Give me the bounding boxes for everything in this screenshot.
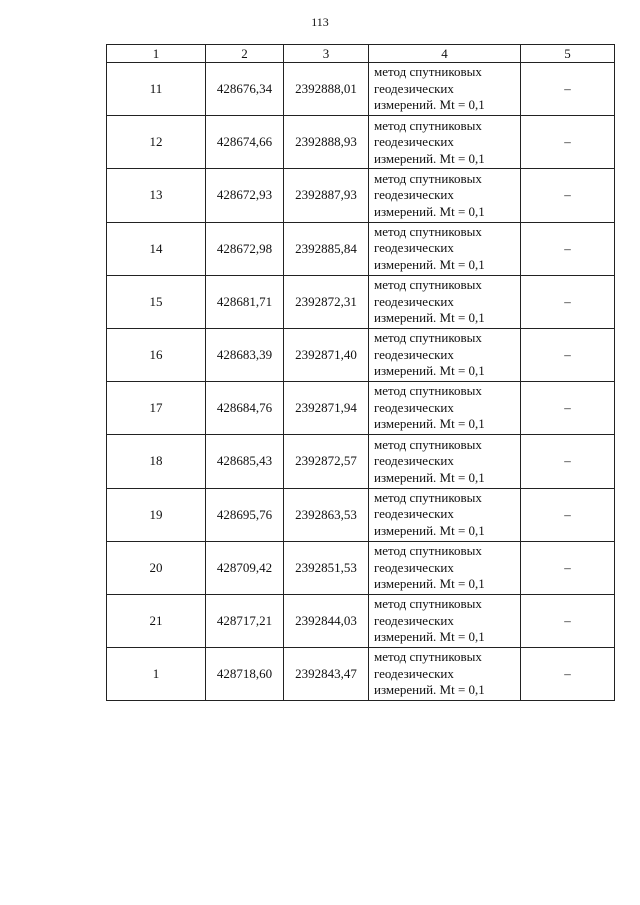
y-coordinate-cell: 2392844,03	[284, 594, 369, 647]
column-header-2: 2	[206, 45, 284, 63]
method-cell	[369, 594, 521, 647]
table-row	[107, 541, 615, 594]
table-row	[107, 328, 615, 381]
x-coordinate-cell: 428683,39	[206, 328, 284, 381]
method-line: геодезических	[374, 559, 454, 575]
method-line: измерений. Mt = 0,1	[374, 310, 485, 326]
x-coordinate-cell: 428681,71	[206, 275, 284, 328]
method-line: геодезических	[374, 665, 454, 681]
method-cell	[369, 275, 521, 328]
method-line: геодезических	[374, 80, 454, 96]
column-header-4: 4	[369, 45, 521, 63]
method-line: геодезических	[374, 399, 454, 415]
note-cell: –	[521, 222, 615, 275]
y-coordinate-cell: 2392863,53	[284, 488, 369, 541]
method-line: метод спутниковых	[374, 383, 482, 399]
note-cell: –	[521, 435, 615, 488]
y-coordinate-cell: 2392888,93	[284, 116, 369, 169]
method-line: метод спутниковых	[374, 649, 482, 665]
y-coordinate-cell: 2392885,84	[284, 222, 369, 275]
x-coordinate-cell: 428717,21	[206, 594, 284, 647]
method-line: измерений. Mt = 0,1	[374, 522, 485, 538]
method-line: метод спутниковых	[374, 223, 482, 239]
column-header-3: 3	[284, 45, 369, 63]
table-row	[107, 382, 615, 435]
x-coordinate-cell: 428709,42	[206, 541, 284, 594]
method-line: метод спутниковых	[374, 489, 482, 505]
method-line: геодезических	[374, 506, 454, 522]
method-line: метод спутниковых	[374, 436, 482, 452]
x-coordinate-cell: 428718,60	[206, 648, 284, 701]
point-number-cell: 16	[107, 328, 206, 381]
table-row	[107, 275, 615, 328]
table-row	[107, 648, 615, 701]
method-line: измерений. Mt = 0,1	[374, 629, 485, 645]
x-coordinate-cell: 428676,34	[206, 63, 284, 116]
point-number-cell: 20	[107, 541, 206, 594]
method-line: метод спутниковых	[374, 330, 482, 346]
coordinates-table	[106, 44, 615, 701]
table-row	[107, 435, 615, 488]
y-coordinate-cell: 2392843,47	[284, 648, 369, 701]
table-row	[107, 63, 615, 116]
y-coordinate-cell: 2392887,93	[284, 169, 369, 222]
method-line: измерений. Mt = 0,1	[374, 416, 485, 432]
point-number-cell: 1	[107, 648, 206, 701]
method-line: измерений. Mt = 0,1	[374, 469, 485, 485]
page-number: 113	[311, 15, 329, 29]
note-cell: –	[521, 169, 615, 222]
method-line: измерений. Mt = 0,1	[374, 682, 485, 698]
note-cell: –	[521, 275, 615, 328]
note-cell: –	[521, 328, 615, 381]
note-cell: –	[521, 63, 615, 116]
method-line: измерений. Mt = 0,1	[374, 576, 485, 592]
method-line: измерений. Mt = 0,1	[374, 203, 485, 219]
table-body	[107, 63, 615, 701]
table-row	[107, 488, 615, 541]
table-row	[107, 222, 615, 275]
method-line: геодезических	[374, 240, 454, 256]
x-coordinate-cell: 428684,76	[206, 382, 284, 435]
x-coordinate-cell: 428672,93	[206, 169, 284, 222]
note-cell: –	[521, 541, 615, 594]
table-header-row	[107, 45, 615, 63]
y-coordinate-cell: 2392888,01	[284, 63, 369, 116]
point-number-cell: 19	[107, 488, 206, 541]
point-number-cell: 11	[107, 63, 206, 116]
method-cell	[369, 328, 521, 381]
point-number-cell: 12	[107, 116, 206, 169]
column-header-1: 1	[107, 45, 206, 63]
method-cell	[369, 435, 521, 488]
method-cell	[369, 169, 521, 222]
point-number-cell: 14	[107, 222, 206, 275]
method-line: геодезических	[374, 187, 454, 203]
x-coordinate-cell: 428674,66	[206, 116, 284, 169]
point-number-cell: 15	[107, 275, 206, 328]
note-cell: –	[521, 594, 615, 647]
method-line: метод спутниковых	[374, 64, 482, 80]
method-line: геодезических	[374, 612, 454, 628]
method-line: метод спутниковых	[374, 277, 482, 293]
method-line: метод спутниковых	[374, 596, 482, 612]
note-cell: –	[521, 648, 615, 701]
point-number-cell: 18	[107, 435, 206, 488]
method-cell	[369, 488, 521, 541]
method-cell	[369, 382, 521, 435]
method-line: метод спутниковых	[374, 170, 482, 186]
method-line: измерений. Mt = 0,1	[374, 97, 485, 113]
table-row	[107, 116, 615, 169]
table-row	[107, 169, 615, 222]
y-coordinate-cell: 2392871,40	[284, 328, 369, 381]
y-coordinate-cell: 2392871,94	[284, 382, 369, 435]
table-row	[107, 594, 615, 647]
method-line: геодезических	[374, 134, 454, 150]
y-coordinate-cell: 2392872,31	[284, 275, 369, 328]
note-cell: –	[521, 382, 615, 435]
method-cell	[369, 63, 521, 116]
method-line: измерений. Mt = 0,1	[374, 256, 485, 272]
method-line: геодезических	[374, 453, 454, 469]
point-number-cell: 21	[107, 594, 206, 647]
method-cell	[369, 648, 521, 701]
point-number-cell: 13	[107, 169, 206, 222]
method-line: метод спутниковых	[374, 543, 482, 559]
method-cell	[369, 116, 521, 169]
note-cell: –	[521, 488, 615, 541]
y-coordinate-cell: 2392851,53	[284, 541, 369, 594]
method-line: измерений. Mt = 0,1	[374, 150, 485, 166]
column-header-5: 5	[521, 45, 615, 63]
point-number-cell: 17	[107, 382, 206, 435]
method-line: геодезических	[374, 293, 454, 309]
y-coordinate-cell: 2392872,57	[284, 435, 369, 488]
method-cell	[369, 222, 521, 275]
note-cell: –	[521, 116, 615, 169]
x-coordinate-cell: 428672,98	[206, 222, 284, 275]
method-cell	[369, 541, 521, 594]
x-coordinate-cell: 428685,43	[206, 435, 284, 488]
method-line: метод спутниковых	[374, 117, 482, 133]
method-line: геодезических	[374, 346, 454, 362]
method-line: измерений. Mt = 0,1	[374, 363, 485, 379]
x-coordinate-cell: 428695,76	[206, 488, 284, 541]
